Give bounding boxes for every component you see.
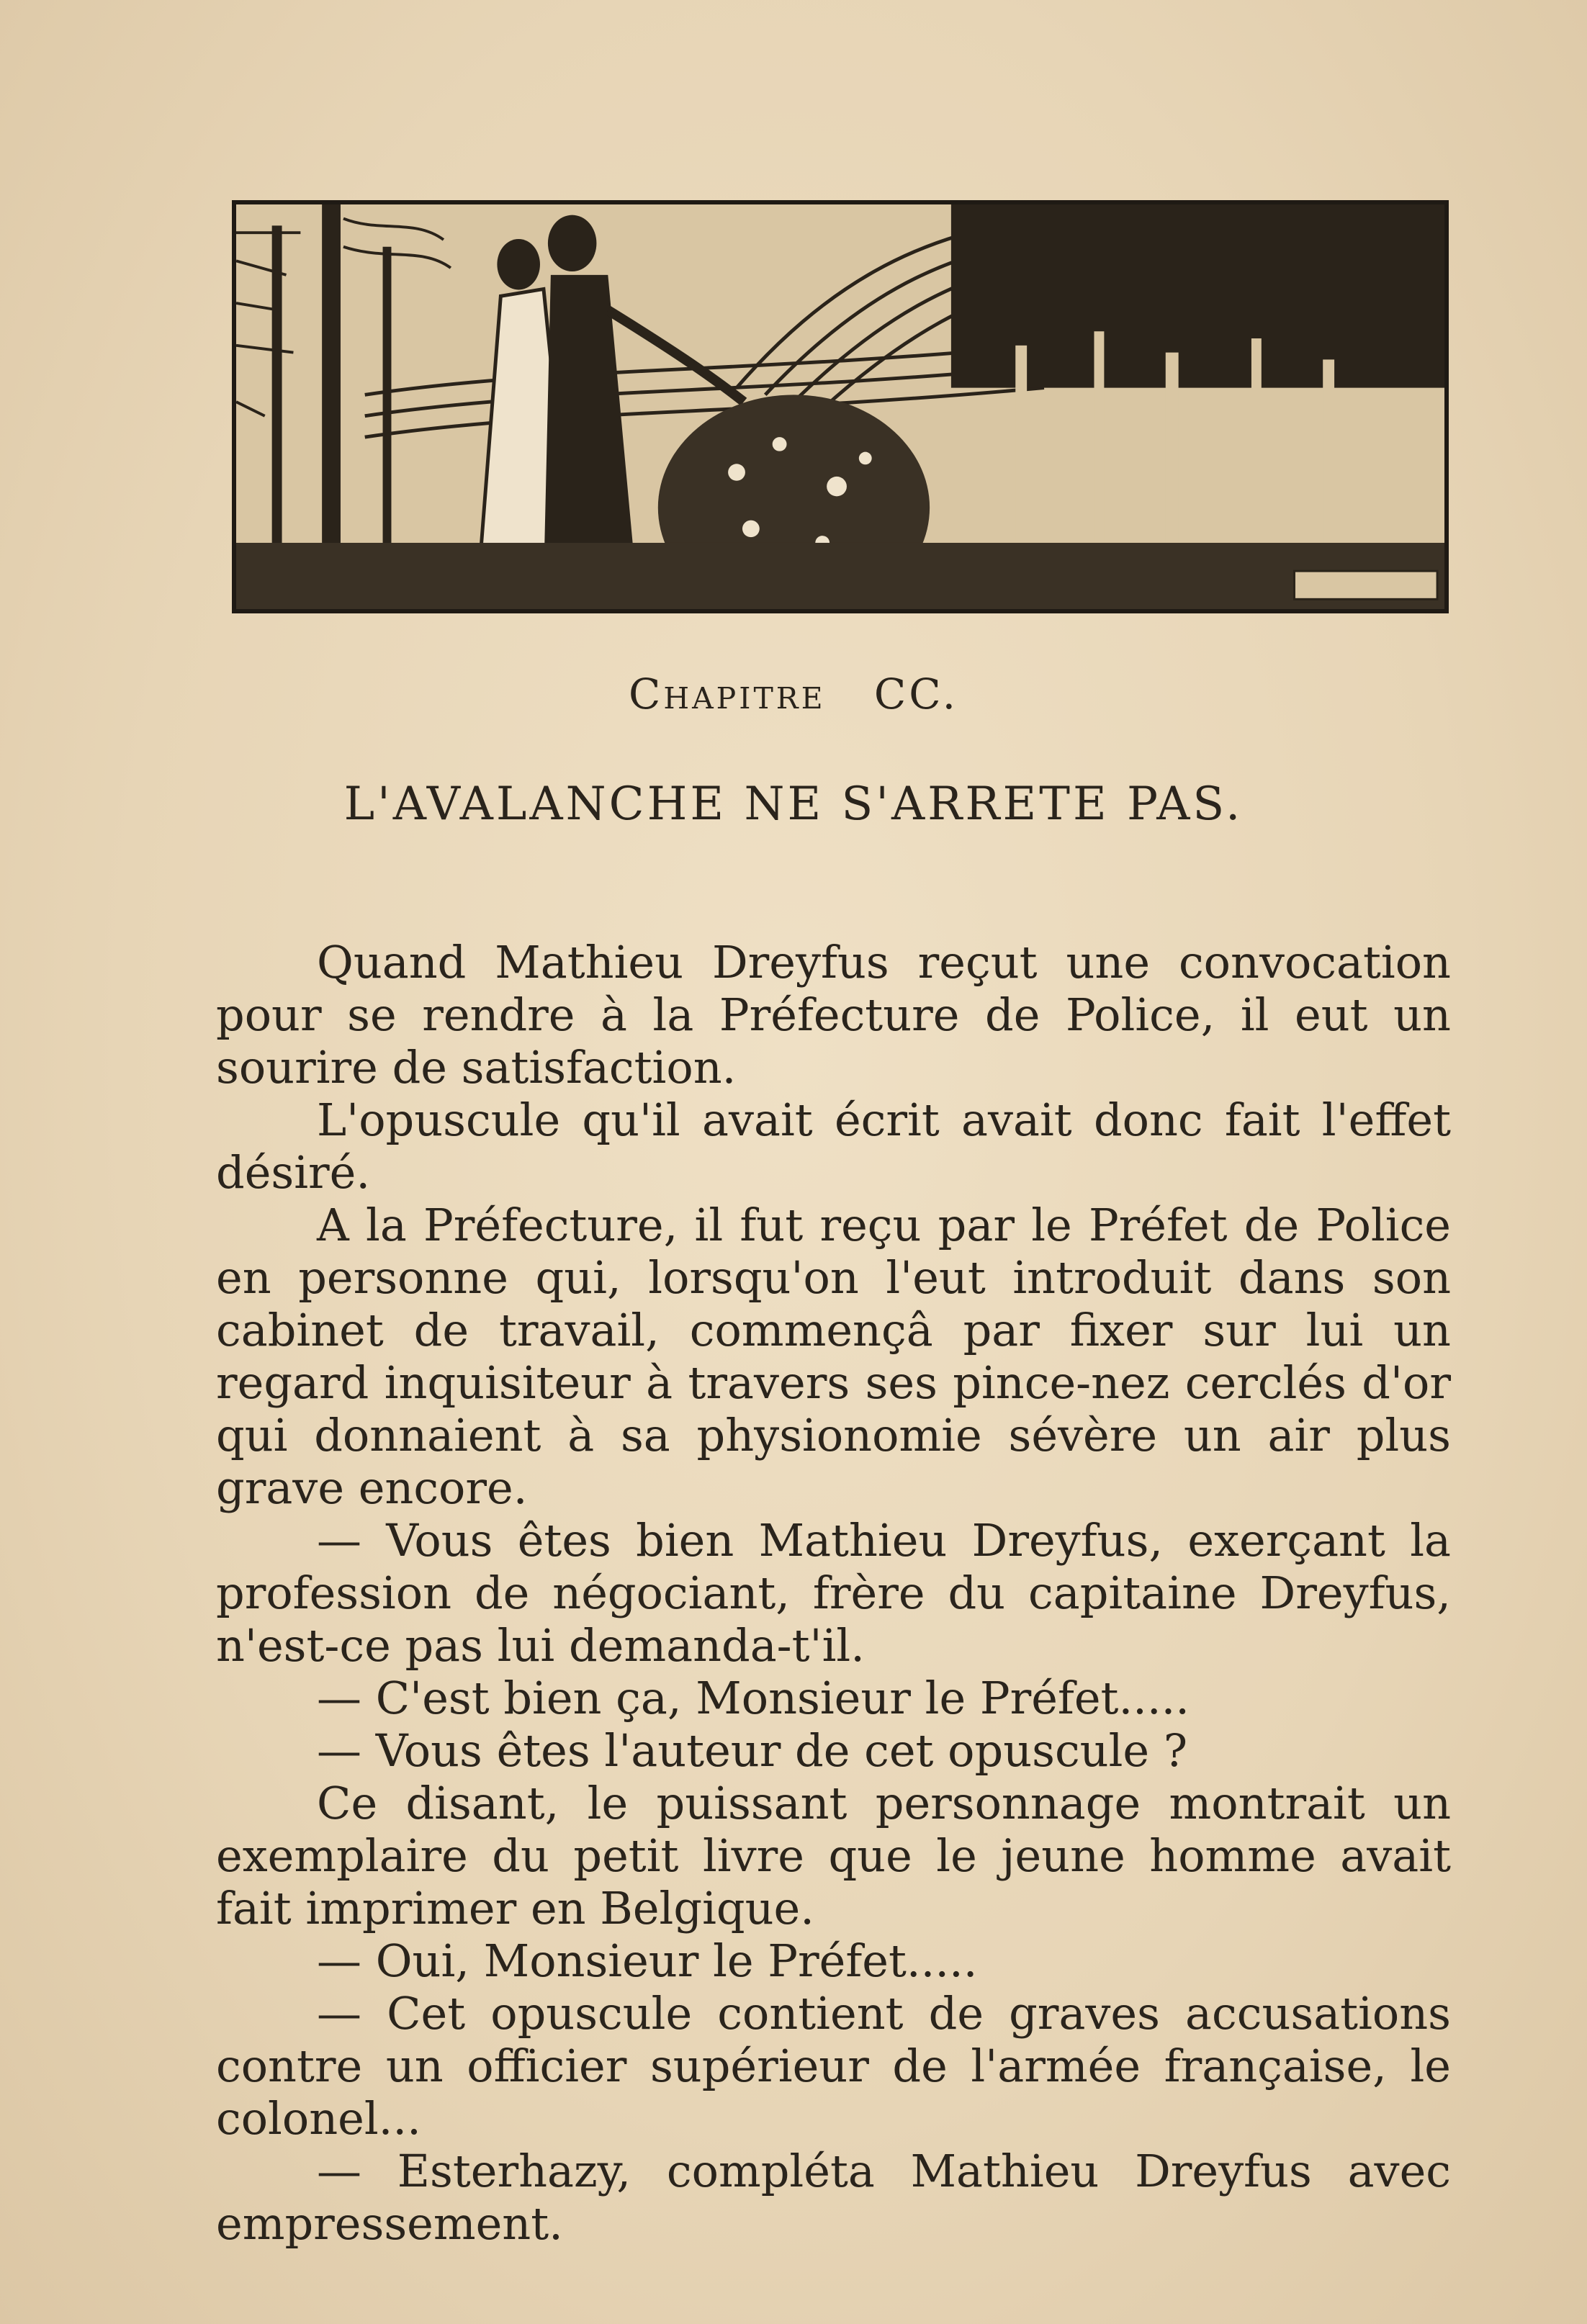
paragraph: — Vous êtes l'auteur de cet opuscule ? bbox=[317, 1724, 1188, 1777]
paragraph: L'opuscule qu'il avait écrit avait donc fait l'effet désiré. bbox=[216, 1094, 1451, 1199]
chapter-number: CC. bbox=[873, 670, 959, 719]
chapter-title: L'AVALANCHE NE S'ARRETE PAS. bbox=[343, 778, 1244, 831]
paragraph: A la Préfecture, il fut reçu par le Préfet de Police en personne qui, lorsqu'on l'eut introduit dans son cabinet de travail, commençâ par fixer sur lui un regard inquisiteur à travers ses pince-nez cerclés d'or qui donnaient à sa physionomie sévère un air plus grave encore. bbox=[216, 1199, 1451, 1514]
paragraph: — Esterhazy, compléta Mathieu Dreyfus avec empressement. bbox=[216, 2145, 1451, 2250]
chapter-heading bbox=[0, 670, 1587, 719]
paragraph: — Oui, Monsieur le Préfet..... bbox=[317, 1935, 978, 1987]
chapter-label: Chapitre bbox=[628, 670, 826, 719]
couple-in-park-engraving bbox=[236, 204, 1444, 609]
paragraph: Ce disant, le puissant personnage montrait un exemplaire du petit livre que le jeune homme avait fait imprimer en Belgique. bbox=[216, 1777, 1451, 1935]
body-text bbox=[216, 936, 1451, 2250]
chapter-vignette-illustration bbox=[232, 200, 1449, 613]
paragraph: — Vous êtes bien Mathieu Dreyfus, exerçant la profession de négociant, frère du capitaine Dreyfus, n'est-ce pas lui demanda-t'il. bbox=[216, 1514, 1451, 1672]
paragraph: — C'est bien ça, Monsieur le Préfet..... bbox=[317, 1672, 1190, 1724]
paragraph: Quand Mathieu Dreyfus reçut une convocation pour se rendre à la Préfecture de Police, il eut un sourire de satisfaction. bbox=[216, 936, 1451, 1094]
paragraph: — Cet opuscule contient de graves accusations contre un officier supérieur de l'armée française, le colonel... bbox=[216, 1987, 1451, 2145]
